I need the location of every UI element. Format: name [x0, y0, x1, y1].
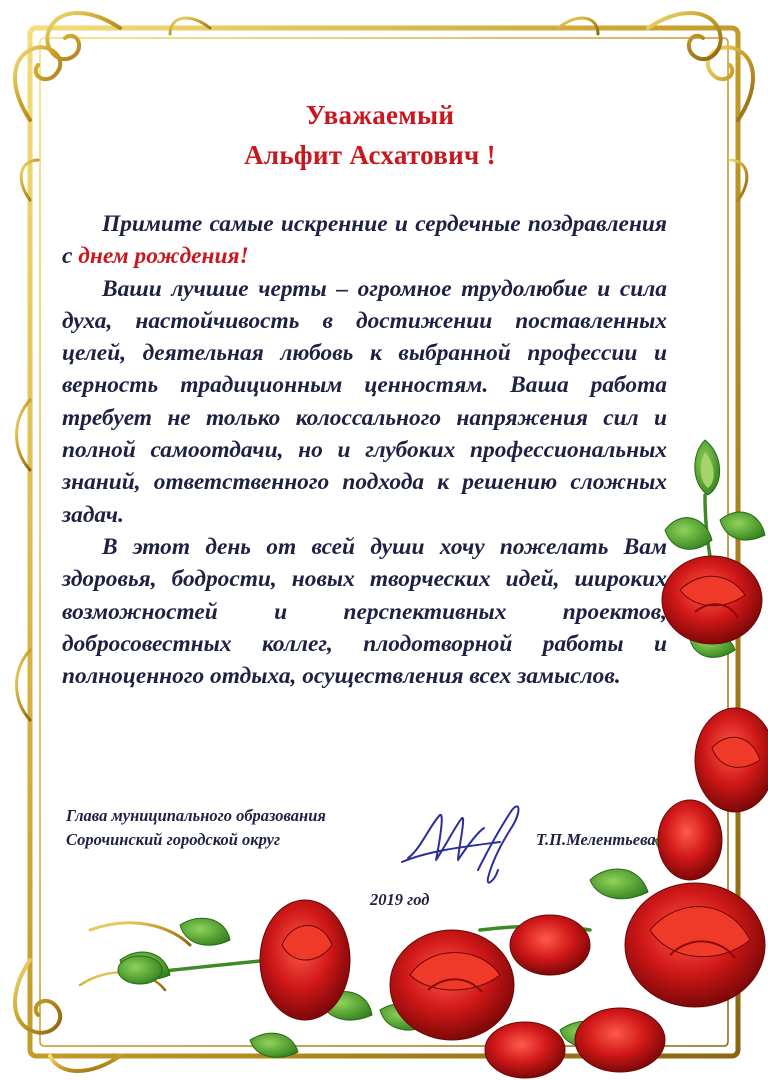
birthday-highlight: днем рождения! — [78, 243, 249, 270]
paragraph-2: Ваши лучшие черты – огромное трудолюбие и сила духа, настойчивость в достижении поставленных целей, деятельная любовь к выбранной профессии и верность традиционным ценностям. Ваша работа требует не только колоссального напряжения сил и полной самоотдачи, но и глубоких профессиональных знаний, ответственного подхода к решению сложных задач. — [62, 275, 667, 528]
signer-name: Т.П.Мелентьева — [536, 830, 656, 849]
signer-position-line-1: Глава муниципального образования — [66, 806, 326, 825]
signature-scribble — [402, 806, 519, 882]
letter-body — [62, 208, 667, 692]
paragraph-1 — [62, 208, 667, 273]
paragraph-3: В этот день от всей души хочу пожелать Вам здоровья, бодрости, новых творческих идей, широких возможностей и перспективных проектов, добросовестных коллег, плодотворной работы и полноценного отдыха, осуществления всех замыслов. — [62, 533, 667, 690]
rose-bud — [695, 440, 720, 495]
greeting-line-1: Уважаемый — [305, 100, 455, 130]
paragraph-1-text: Примите самые искренние и сердечные поздравления с — [62, 211, 667, 270]
signer-position-line-2: Сорочинский городской округ — [66, 830, 281, 849]
year-label: 2019 год — [370, 890, 430, 909]
greeting-line-2: Альфит Асхатович ! — [244, 140, 496, 170]
